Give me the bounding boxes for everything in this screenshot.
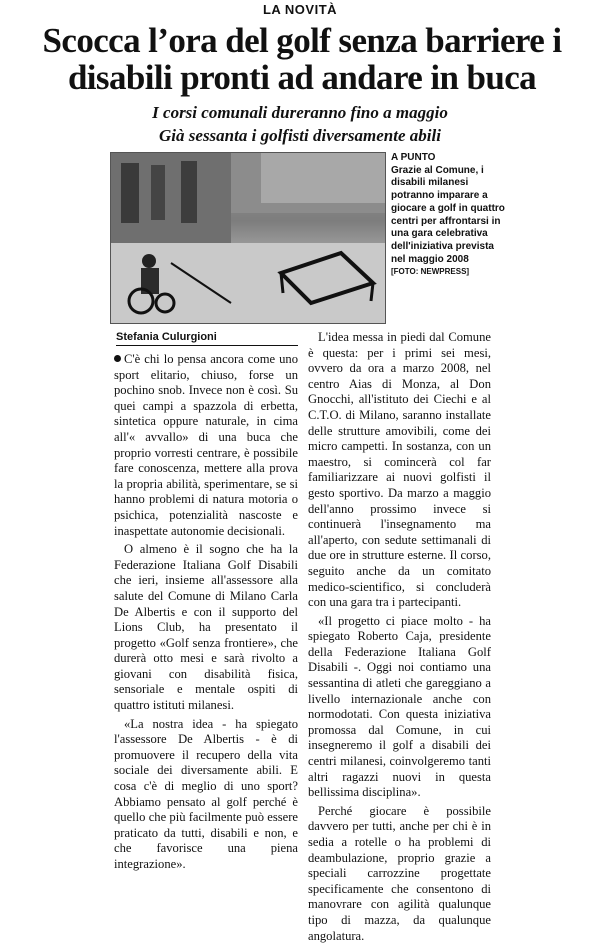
author-byline: Stefania Culurgioni bbox=[116, 331, 298, 346]
subheadline bbox=[40, 101, 560, 147]
paragraph-1-text: C'è chi lo pensa ancora come uno sport elitario, chiuso, forse un pochino snob. Invece non è così. Su quei campi a spazzola di erbetta, sintetica oppure naturale, in cima all'« avvallo» di una buca che proprio vorresti centrare, è possibile fare conoscenza, mettere alla prova la propria abilità, sperimentare, se si hanno problemi di natura motoria o psichica, potenzialità nascoste e inaspettate autonomie decisionali. bbox=[114, 352, 298, 538]
photo-credit: [FOTO: NEWPRESS] bbox=[391, 267, 470, 277]
subheadline-line-1: I corsi comunali dureranno fino a maggio bbox=[152, 103, 448, 122]
paragraph-2: O almeno è il sogno che ha la Federazione Italiana Golf Disabili che ieri, insieme all'assessore alla salute del Comune di Milano Carla De Albertis e con il supporto del Lions Club, ha presentato il progetto «Golf senza frontiere», che durerà otto mesi e sarà rivolto a giovani con disabilità fisica, sensoriale e mentale ospiti di quattro istituti milanesi. bbox=[114, 542, 298, 713]
paragraph-4: L'idea messa in piedi dal Comune è questa: per i primi sei mesi, ovvero da ora a marzo 2008, nel centro Aias di Monza, al Don Gnocchi, all'istituto dei Ciechi e al C.T.O. di Milano, saranno installate delle strutture amovibili, come dei micro campetti. In sostanza, con un maestro, si comincerà col far familiarizzare ai nuovi golfisti il gesto sportivo. Da marzo a maggio dell'anno prossimo invece si continuerà l'insegnamento ma all'aperto, con sedute settimanali di due ore in strutture esterne. Il corso, seguito anche da un comitato medico-scientifico, si concluderà con una gara tra i partecipanti. bbox=[308, 330, 491, 610]
subheadline-line-2: Già sessanta i golfisti diversamente abili bbox=[159, 126, 441, 145]
bullet-icon bbox=[114, 355, 121, 362]
paragraph-3: «La nostra idea - ha spiegato l'assessore De Albertis - è di promuovere il recupero della vita sociale dei diversamente abili. E cosa c'è di meglio di uno sport? Abbiamo pensato al golf perché è quello che più facilmente può essere praticato da tutti, disabili e non, e che favorisce una piena integrazione». bbox=[114, 716, 298, 871]
photo-caption bbox=[391, 152, 511, 279]
caption-title: A PUNTO bbox=[391, 152, 436, 163]
paragraph-6: Perché giocare è possibile davvero per tutti, anche per chi è in sedia a rotelle o ha problemi di deambulazione, proprio grazie a speciali carrozzine progettate specificamente che consentono di manovrare con agilità qualunque tipo di mazza, da qualunque angolatura. bbox=[308, 803, 491, 943]
article-column-right bbox=[308, 330, 491, 947]
headline: Scocca l’ora del golf senza barriere i disabili pronti ad andare in buca bbox=[42, 21, 562, 97]
photo-illustration bbox=[111, 153, 385, 323]
section-kicker: LA NOVITÀ bbox=[262, 2, 338, 17]
paragraph-1 bbox=[114, 352, 298, 539]
caption-text: Grazie al Comune, i disabili milanesi potranno imparare a giocare a golf in quattro centri per affrontarsi in una gara celebrativa dell'iniziativa prevista nel maggio 2008 bbox=[391, 164, 505, 265]
article-photo bbox=[110, 152, 386, 324]
article-column-left bbox=[114, 352, 298, 876]
paragraph-5: «Il progetto ci piace molto - ha spiegato Roberto Caja, presidente della Federazione Italiana Golf Disabili -. Oggi noi contiamo una sessantina di atleti che gareggiano a livello internazionale anche con normodotati. Con questa iniziativa promossa dal Comune, in cui insegneremo il golf a disabili dei centri milanesi, coinvolgeremo tanti altri ragazzi nuovi in questa bellissima disciplina». bbox=[308, 613, 491, 800]
